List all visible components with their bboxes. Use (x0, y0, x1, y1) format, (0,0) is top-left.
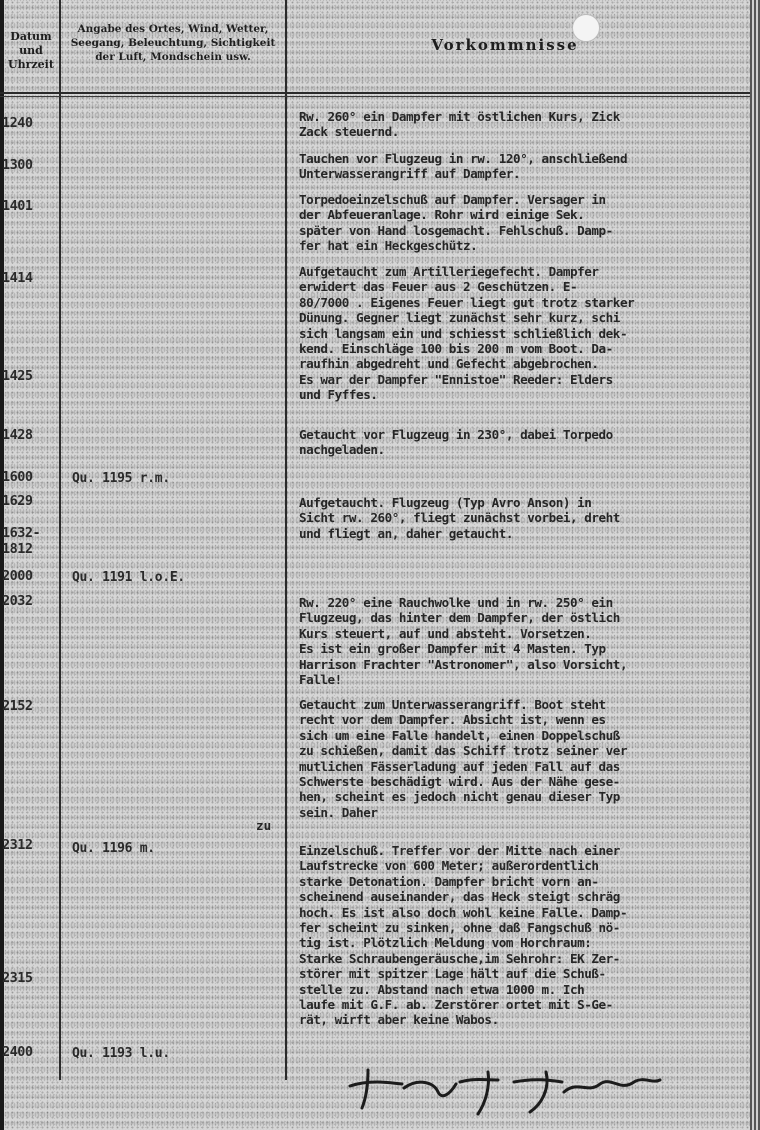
location-entry: Qu. 1191 l.o.E. (72, 570, 185, 585)
event-entry: Getaucht zum Unterwasserangriff. Boot steht recht vor dem Dampfer. Absicht ist, wenn es sich um eine Falle handelt, einen Doppelschuß zu schießen, damit das Schiff trotz seiner ver mutlichen Fässerladung auf jeden Fall auf das Schwerste beschädigt wird. Aus der Nähe gese- hen, scheint es jedoch nicht genau dieser Typ sein. Daher (299, 697, 628, 820)
header-angabe (62, 22, 284, 64)
signature-image (338, 1058, 668, 1118)
location-entry: Qu. 1195 r.m. (72, 471, 170, 486)
event-entry: Rw. 220° eine Rauchwolke und in rw. 250° ein Flugzeug, das hinter dem Dampfer, der östlich Kurs steuert, auf und absteht. Vorsetzen. Es ist ein großer Dampfer mit 4 Masten. Typ Harrison Frachter "Astronomer", also Vorsicht, Falle! (299, 595, 628, 688)
header-rule (0, 92, 750, 94)
time-entry: 1428 (2, 427, 33, 443)
header-angabe-line: Angabe des Ortes, Wind, Wetter, (77, 23, 269, 35)
event-entry: Aufgetaucht zum Artilleriegefecht. Dampfer erwidert das Feuer aus 2 Geschützen. E- 80/7000 . Eigenes Feuer liegt gut trotz starker Dünung. Gegner liegt zunächst sehr kurz, schi sich langsam ein und schiesst schließlich dek- kend. Einschläge 100 bis 200 m vom Boot. Da- raufhin abgedreht und Gefecht abgebrochen. Es war der Dampfer "Ennistoe" Reeder: Elders und Fyffes. (299, 264, 635, 403)
time-entry: 1414 (2, 270, 33, 286)
header-rule-secondary (0, 96, 750, 97)
event-entry: Einzelschuß. Treffer vor der Mitte nach einer Laufstrecke von 600 Meter; außerordentlich starke Detonation. Dampfer bricht vorn an- scheinend auseinander, das Heck steigt schräg hoch. Es ist also doch wohl keine Falle. Damp- fer scheint zu sinken, ohne daß Fangschuß nö- tig ist. Plötzlich Meldung vom Horchraum: Starke Schraubengeräusche,im Sehrohr: EK Zer- störer mit spitzer Lage hält auf die Schuß- stelle zu. Abstand nach etwa 1000 m. Ich laufe mit G.F. ab. Zerstörer ortet mit S-Ge- rät, wirft aber keine Wabos. (299, 843, 628, 1028)
time-entry: 2032 (2, 593, 33, 609)
time-entry: 1632- (2, 525, 41, 541)
time-entry: 2400 (2, 1044, 33, 1060)
time-entry: 1240 (2, 115, 33, 131)
event-entry: Rw. 260° ein Dampfer mit östlichen Kurs, Zick Zack steuernd. (299, 109, 620, 140)
margin-note: zu (256, 818, 272, 833)
event-entry: Aufgetaucht. Flugzeug (Typ Avro Anson) in Sicht rw. 260°, fliegt zunächst vorbei, dreht und fliegt an, daher getaucht. (299, 495, 620, 541)
time-entry: 1425 (2, 368, 33, 384)
header-vorkommnisse: Vorkommnisse (431, 36, 579, 54)
location-entry: Qu. 1193 l.u. (72, 1046, 170, 1061)
column-divider-1 (59, 0, 61, 1080)
time-entry: 1812 (2, 541, 33, 557)
header-datum-line: und (19, 44, 43, 57)
time-entry: 2315 (2, 970, 33, 986)
time-entry: 2312 (2, 837, 33, 853)
location-entry: Qu. 1196 m. (72, 841, 155, 856)
event-entry: Tauchen vor Flugzeug in rw. 120°, anschließend Unterwasserangriff auf Dampfer. (299, 151, 628, 182)
page-right-edge (750, 0, 760, 1130)
header-angabe-line: der Luft, Mondschein usw. (95, 51, 251, 63)
header-datum-line: Datum (10, 30, 52, 43)
time-entry: 2000 (2, 568, 33, 584)
column-divider-2 (285, 0, 287, 1080)
event-entry: Torpedoeinzelschuß auf Dampfer. Versager in der Abfeueranlage. Rohr wird einige Sek. später von Hand losgemacht. Fehlschuß. Damp- fer hat ein Heckgeschütz. (299, 192, 613, 254)
time-entry: 2152 (2, 698, 33, 714)
time-entry: 1600 (2, 469, 33, 485)
time-entry: 1629 (2, 493, 33, 509)
event-entry: Getaucht vor Flugzeug in 230°, dabei Torpedo nachgeladen. (299, 427, 613, 458)
header-datum-line: Uhrzeit (8, 58, 54, 71)
header-datum (4, 30, 58, 72)
time-entry: 1300 (2, 157, 33, 173)
time-entry: 1401 (2, 198, 33, 214)
header-angabe-line: Seegang, Beleuchtung, Sichtigkeit (70, 37, 276, 49)
